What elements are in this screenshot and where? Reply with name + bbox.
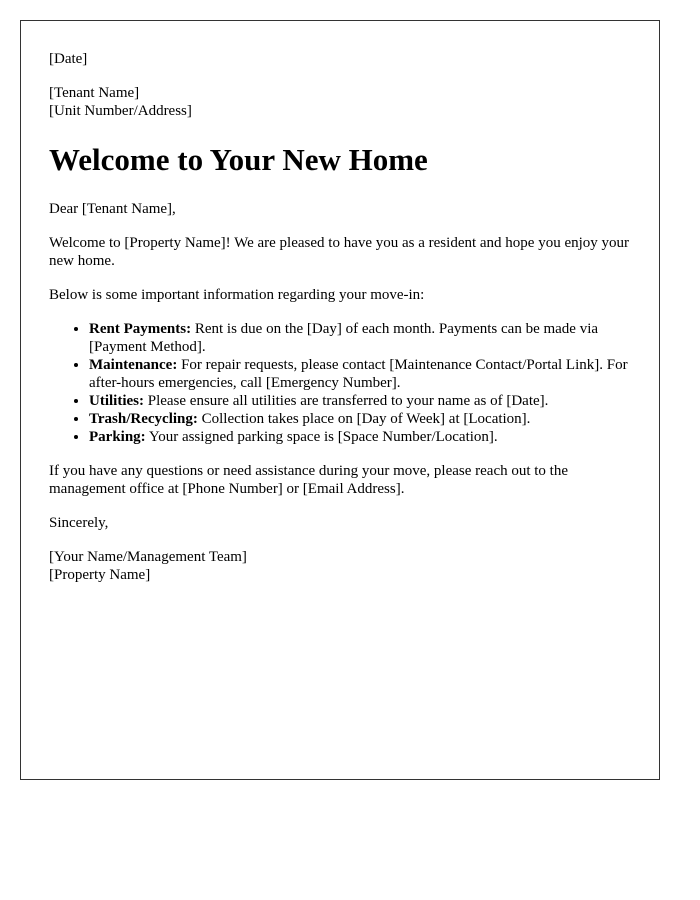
- list-item-text: Rent is due on the [Day] of each month. Payments can be made via [Payment Method].: [89, 321, 599, 355]
- recipient-block: [49, 84, 631, 120]
- signature-name: [Your Name/Management Team]: [49, 549, 247, 565]
- list-item-text: Your assigned parking space is [Space Number/Location].: [145, 429, 498, 445]
- recipient-name: [Tenant Name]: [49, 85, 140, 101]
- intro-paragraph: Welcome to [Property Name]! We are pleased to have you as a resident and hope you enjoy your new home.: [49, 235, 630, 269]
- list-item-label: Maintenance:: [89, 357, 178, 373]
- list-item-label: Rent Payments:: [89, 321, 192, 337]
- list-item-utilities: [89, 392, 631, 410]
- contact-paragraph: If you have any questions or need assistance during your move, please reach out to the management office at [Phone Number] or [Email Address].: [49, 463, 569, 497]
- list-item-label: Parking:: [89, 429, 146, 445]
- letter-date: [Date]: [49, 51, 88, 67]
- signature-block: [49, 548, 631, 584]
- list-item-text: Collection takes place on [Day of Week] at [Location].: [197, 411, 531, 427]
- signature-property: [Property Name]: [49, 567, 151, 583]
- letter-page: [20, 20, 660, 780]
- list-item-maintenance: [89, 356, 631, 392]
- list-item-rent: [89, 320, 631, 356]
- list-item-parking: [89, 428, 631, 446]
- recipient-address: [Unit Number/Address]: [49, 103, 192, 119]
- list-item-trash: [89, 410, 631, 428]
- info-intro-paragraph: Below is some important information regarding your move-in:: [49, 287, 425, 303]
- list-item-text: For repair requests, please contact [Maintenance Contact/Portal Link]. For after-hours emergencies, call [Emergency Number].: [89, 357, 628, 391]
- list-item-label: Utilities:: [89, 393, 144, 409]
- list-item-label: Trash/Recycling:: [89, 411, 198, 427]
- closing: Sincerely,: [49, 515, 109, 531]
- list-item-text: Please ensure all utilities are transferred to your name as of [Date].: [143, 393, 549, 409]
- info-list: [49, 320, 631, 446]
- salutation: Dear [Tenant Name],: [49, 201, 176, 217]
- letter-title: Welcome to Your New Home: [49, 142, 428, 177]
